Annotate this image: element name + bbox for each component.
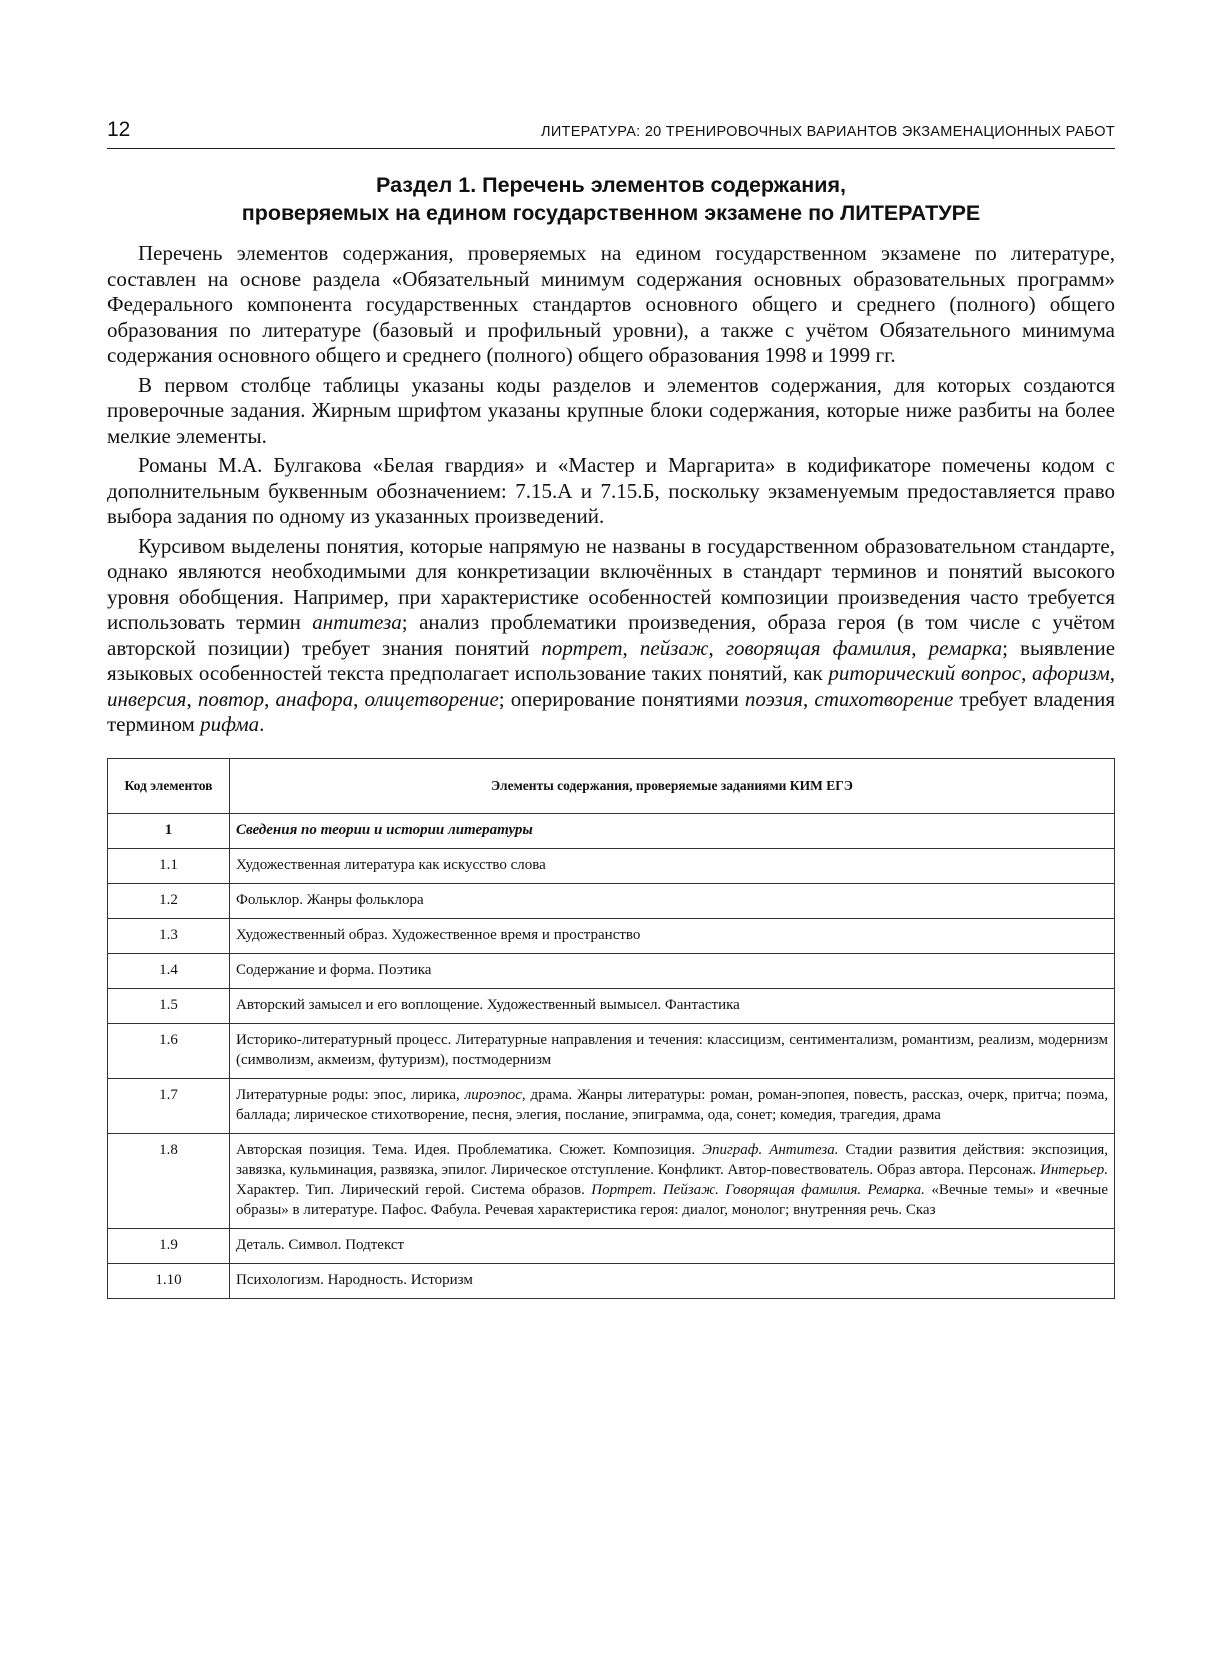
paragraph-4: Курсивом выделены понятия, которые напрямую не названы в государственном образовательном стандарте, однако являются необходимыми для конкретизации включённых в стандарт терминов и понятий высокого уровня обобщения. Например, при характеристике особенностей композиции произведения часто требуется использовать термин антитеза; анализ проблематики произведения, образа героя (в том числе с учётом авторской позиции) требует знания понятий портрет, пейзаж, говорящая фамилия, ремарка; выявление языковых особенностей текста предполагает использование таких понятий, как риторический вопрос, афоризм, инверсия, повтор, анафора, олицетворение; оперирование понятиями поэзия, стихотворение требует владения термином рифма. bbox=[107, 533, 1116, 736]
row-text: Фольклор. Жанры фольклора bbox=[230, 883, 1115, 918]
row-code: 1.6 bbox=[108, 1023, 230, 1078]
page-number: 12 bbox=[107, 118, 131, 141]
table-row bbox=[108, 848, 1115, 883]
table-row bbox=[108, 988, 1115, 1023]
row-code: 1.1 bbox=[108, 848, 230, 883]
row-text: Авторский замысел и его воплощение. Художественный вымысел. Фантастика bbox=[230, 988, 1115, 1023]
running-header bbox=[107, 118, 1115, 149]
row-code: 1.2 bbox=[108, 883, 230, 918]
body-text bbox=[107, 241, 1115, 738]
section-title-line2: проверяемых на едином государственном экзамене по ЛИТЕРАТУРЕ bbox=[241, 201, 981, 225]
page bbox=[107, 118, 1115, 1299]
table-row bbox=[108, 883, 1115, 918]
table-row bbox=[108, 1078, 1115, 1133]
row-text: Деталь. Символ. Подтекст bbox=[230, 1228, 1115, 1263]
row-code: 1.5 bbox=[108, 988, 230, 1023]
header-code: Код элементов bbox=[108, 758, 230, 813]
row-text: Художественный образ. Художественное время и пространство bbox=[230, 918, 1115, 953]
running-title: ЛИТЕРАТУРА: 20 ТРЕНИРОВОЧНЫХ ВАРИАНТОВ ЭКЗАМЕНАЦИОННЫХ РАБОТ bbox=[541, 124, 1115, 140]
row-text: Художественная литература как искусство слова bbox=[230, 848, 1115, 883]
content-elements-table bbox=[107, 758, 1115, 1299]
paragraph-1: Перечень элементов содержания, проверяемых на едином государственном экзамене по литературе, составлен на основе раздела «Обязательный минимум содержания основных образовательных программ» Федерального компонента государственных стандартов основного общего и среднего (полного) общего образования по литературе (базовый и профильный уровни), а также с учётом Обязательного минимума содержания основного общего и среднего (полного) общего образования 1998 и 1999 гг. bbox=[107, 241, 1115, 367]
table-row bbox=[108, 918, 1115, 953]
paragraph-3: Романы М.А. Булгакова «Белая гвардия» и «Мастер и Маргарита» в кодификаторе помечены кодом с дополнительным буквенным обозначением: 7.15.А и 7.15.Б, поскольку экзаменуемым предоставляется право выбора задания по одному из указанных произведений. bbox=[107, 453, 1115, 528]
table-row bbox=[108, 1023, 1115, 1078]
row-text: Историко-литературный процесс. Литературные направления и течения: классицизм, сентиментализм, романтизм, реализм, модернизм (символизм, акмеизм, футуризм), постмодернизм bbox=[230, 1023, 1115, 1078]
section-title bbox=[107, 171, 1115, 227]
row-code: 1.10 bbox=[108, 1263, 230, 1298]
table-row bbox=[108, 1133, 1115, 1228]
header-elements: Элементы содержания, проверяемые заданиями КИМ ЕГЭ bbox=[230, 758, 1115, 813]
table-row bbox=[108, 1228, 1115, 1263]
table-header-row bbox=[108, 758, 1115, 813]
row-text: Психологизм. Народность. Историзм bbox=[230, 1263, 1115, 1298]
paragraph-2: В первом столбце таблицы указаны коды разделов и элементов содержания, для которых создаются проверочные задания. Жирным шрифтом указаны крупные блоки содержания, которые ниже разбиты на более мелкие элементы. bbox=[107, 372, 1115, 448]
row-text: Авторская позиция. Тема. Идея. Проблематика. Сюжет. Композиция. Эпиграф. Антитеза. Стадии развития действия: экспозиция, завязка, кульминация, развязка, эпилог. Лирическое отступление. Конфликт. Автор-повествователь. Образ автора. Персонаж. Интерьер. Характер. Тип. Лирический герой. Система образов. Портрет. Пейзаж. Говорящая фамилия. Ремарка. «Вечные темы» и «вечные образы» в литературе. Пафос. Фабула. Речевая характеристика героя: диалог, монолог; внутренняя речь. Сказ bbox=[230, 1133, 1115, 1228]
table-row bbox=[108, 1263, 1115, 1298]
row-code: 1 bbox=[108, 813, 230, 848]
row-text: Содержание и форма. Поэтика bbox=[230, 953, 1115, 988]
table-row bbox=[108, 813, 1115, 848]
section-title-line1: Раздел 1. Перечень элементов содержания, bbox=[376, 173, 846, 197]
row-text: Сведения по теории и истории литературы bbox=[230, 813, 1115, 848]
row-text: Литературные роды: эпос, лирика, лироэпос, драма. Жанры литературы: роман, роман-эпопея, повесть, рассказ, очерк, притча; поэма, баллада; лирическое стихотворение, песня, элегия, послание, эпиграмма, ода, сонет; комедия, трагедия, драма bbox=[230, 1078, 1115, 1133]
row-code: 1.7 bbox=[108, 1078, 230, 1133]
table-row bbox=[108, 953, 1115, 988]
row-code: 1.3 bbox=[108, 918, 230, 953]
row-code: 1.8 bbox=[108, 1133, 230, 1228]
row-code: 1.4 bbox=[108, 953, 230, 988]
row-code: 1.9 bbox=[108, 1228, 230, 1263]
